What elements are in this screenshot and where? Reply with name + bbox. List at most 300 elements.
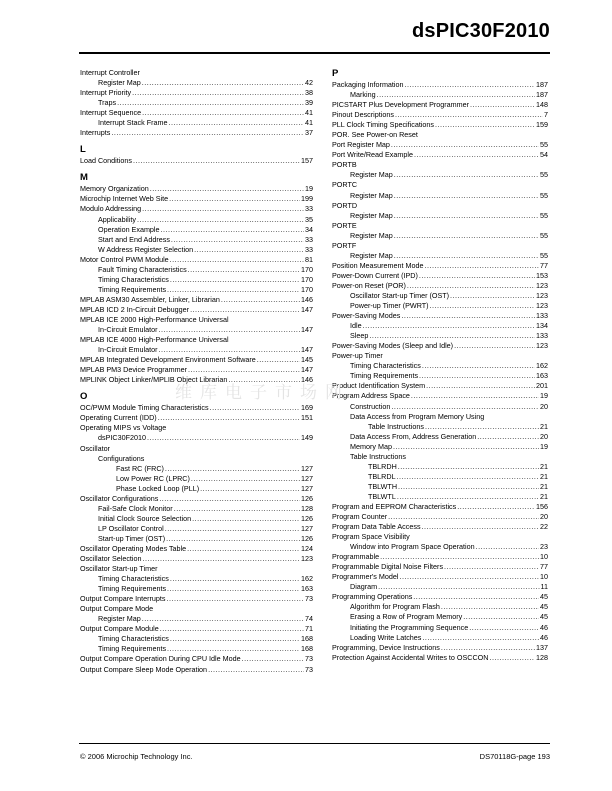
dot-leader: [441, 602, 539, 612]
index-entry-page: 162: [301, 574, 313, 584]
dot-leader: [394, 251, 539, 261]
index-entry-page: 145: [301, 355, 313, 365]
index-entry-term: TBLWTH: [368, 481, 398, 491]
index-entry-term: Programming Operations: [332, 592, 413, 602]
index-entry-term: MPLINK Object Linker/MPLIB Object Librarian: [80, 375, 228, 385]
index-entry[interactable]: [80, 235, 313, 245]
index-entry-term: PORTD: [332, 200, 358, 210]
index-entry-term: Operating Current (IDD): [80, 413, 157, 423]
dot-leader: [395, 110, 543, 120]
index-entry-term: Oscillator Configurations: [80, 493, 159, 503]
index-entry-page: 39: [305, 98, 313, 108]
index-entry-term: Oscillator: [80, 443, 110, 453]
index-entry[interactable]: [80, 594, 313, 604]
index-entry[interactable]: [80, 108, 313, 118]
index-entry-page: 22: [540, 522, 548, 532]
index-entry[interactable]: [80, 118, 313, 128]
index-entry[interactable]: [332, 572, 548, 582]
dot-leader: [159, 325, 300, 335]
dot-leader: [399, 572, 539, 582]
index-entry[interactable]: [332, 100, 548, 110]
index-entry[interactable]: [332, 512, 548, 522]
dot-leader: [391, 140, 539, 150]
dot-leader: [450, 291, 535, 301]
index-entry[interactable]: [80, 315, 313, 325]
index-entry-term: Program Space Visibility: [332, 532, 410, 542]
index-entry-page: 55: [540, 140, 548, 150]
index-entry[interactable]: [80, 156, 313, 166]
index-entry[interactable]: [80, 345, 313, 355]
index-entry-term: Data Access From, Address Generation: [350, 431, 477, 441]
index-entry-page: 46: [540, 632, 548, 642]
index-entry-term: PORTF: [332, 240, 357, 250]
index-entry-term: Interrupt Controller: [80, 68, 140, 77]
index-entry-page: 77: [540, 562, 548, 572]
index-entry-page: 34: [305, 224, 313, 234]
index-entry-term: Load Conditions: [80, 156, 132, 166]
index-entry-term: Packaging Information: [332, 80, 404, 89]
index-entry[interactable]: [332, 130, 548, 140]
index-entry-page: 134: [536, 321, 548, 331]
watermark: 维库电子市场网: [175, 383, 350, 403]
index-entry-term: Interrupt Priority: [80, 88, 132, 98]
index-entry[interactable]: [80, 614, 313, 624]
index-entry[interactable]: [332, 261, 548, 271]
dot-leader: [257, 355, 300, 365]
dot-leader: [413, 592, 539, 602]
index-entry-page: 21: [540, 481, 548, 491]
index-entry[interactable]: [80, 564, 313, 574]
dot-leader: [422, 361, 535, 371]
index-entry-page: 126: [301, 513, 313, 523]
index-entry-term: Idle: [350, 321, 362, 331]
index-entry-term: Power-Saving Modes (Sleep and Idle): [332, 341, 454, 351]
index-entry-page: 20: [540, 401, 548, 411]
dot-leader: [169, 118, 304, 128]
index-entry-term: Timing Requirements: [98, 284, 167, 294]
index-entry-term: Register Map: [98, 614, 141, 624]
index-entry-term: Power-up Timer: [332, 351, 383, 361]
dot-leader: [167, 285, 300, 295]
dot-leader: [398, 462, 539, 472]
index-entry-term: Oscillator Start-up Timer: [80, 564, 158, 574]
page-title: dsPIC30F2010: [411, 20, 550, 42]
index-entry-term: TBLRDL: [368, 471, 396, 481]
dot-leader: [170, 275, 300, 285]
index-entry-term: W Address Register Selection: [98, 244, 194, 254]
index-entry-page: 20: [540, 512, 548, 522]
index-entry-term: PORTB: [332, 160, 357, 170]
index-entry[interactable]: [332, 582, 548, 592]
index-entry[interactable]: [80, 464, 313, 474]
index-entry[interactable]: [332, 251, 548, 261]
index-entry-term: Fail-Safe Clock Monitor: [98, 503, 173, 513]
dot-leader: [378, 582, 539, 592]
index-entry[interactable]: [80, 365, 313, 375]
index-entry-page: 151: [301, 413, 313, 423]
dot-leader: [170, 574, 300, 584]
index-entry-page: 54: [540, 150, 548, 160]
index-entry[interactable]: [80, 634, 313, 644]
index-entry-page: 55: [540, 210, 548, 220]
index-entry-page: 153: [536, 270, 548, 280]
index-entry-term: MPLAB ICE 2000 High-Performance Universal: [80, 314, 229, 324]
index-entry-term: Traps: [98, 98, 117, 108]
index-entry[interactable]: [80, 444, 313, 454]
index-entry[interactable]: [80, 275, 313, 285]
index-entry[interactable]: [332, 462, 548, 472]
index-entry-page: 163: [301, 584, 313, 594]
index-entry-term: Initiating the Programming Sequence: [350, 622, 469, 632]
index-entry-term: Output Compare Module: [80, 624, 159, 634]
index-entry-term: PORTC: [332, 180, 358, 190]
index-entry-term: Fast RC (FRC): [116, 463, 164, 473]
index-entry-page: 133: [536, 331, 548, 341]
index-entry-page: 20: [540, 431, 548, 441]
index-entry-term: dsPIC30F2010: [98, 433, 146, 443]
index-entry[interactable]: [332, 221, 548, 231]
index-entry[interactable]: [80, 644, 313, 654]
index-entry-page: 149: [301, 433, 313, 443]
index-entry-page: 11: [540, 582, 548, 592]
index-entry-page: 73: [305, 654, 313, 664]
index-entry-page: 146: [301, 294, 313, 304]
index-entry[interactable]: [80, 514, 313, 524]
dot-leader: [398, 482, 539, 492]
index-entry[interactable]: [332, 643, 548, 653]
index-entry-term: Oscillator Start-up Timer (OST): [350, 290, 450, 300]
index-entry-page: 126: [301, 493, 313, 503]
index-entry[interactable]: [332, 371, 548, 381]
dot-leader: [391, 402, 539, 412]
index-entry-page: 187: [536, 80, 548, 89]
index-section-letter: P: [332, 68, 339, 79]
index-entry-page: 55: [540, 250, 548, 260]
index-entry-page: 170: [301, 284, 313, 294]
index-entry-term: Interrupt Stack Frame: [98, 118, 168, 128]
dot-leader: [407, 281, 535, 291]
index-entry-page: 55: [540, 230, 548, 240]
index-entry[interactable]: [80, 413, 313, 423]
index-entry[interactable]: [332, 472, 548, 482]
index-entry-page: 10: [540, 572, 548, 582]
index-entry-page: 10: [540, 552, 548, 562]
index-entry[interactable]: [332, 562, 548, 572]
index-entry[interactable]: [80, 494, 313, 504]
index-entry[interactable]: [332, 311, 548, 321]
index-entry[interactable]: [80, 184, 313, 194]
index-entry[interactable]: [332, 602, 548, 612]
index-entry[interactable]: [80, 215, 313, 225]
index-entry[interactable]: [80, 245, 313, 255]
index-entry[interactable]: [80, 325, 313, 335]
index-entry[interactable]: [332, 633, 548, 643]
dot-leader: [191, 474, 300, 484]
index-entry[interactable]: [332, 341, 548, 351]
index-entry[interactable]: [332, 351, 548, 361]
index-entry-term: Position Measurement Mode: [332, 260, 424, 270]
index-entry[interactable]: [332, 160, 548, 170]
dot-leader: [401, 311, 535, 321]
index-entry[interactable]: [80, 665, 313, 675]
dot-leader: [133, 156, 300, 166]
index-entry-term: Phase Locked Loop (PLL): [116, 483, 200, 493]
index-entry-page: 73: [305, 594, 313, 604]
footer-divider: [79, 743, 550, 744]
index-entry[interactable]: [332, 80, 548, 90]
index-entry[interactable]: [80, 78, 313, 88]
index-entry-page: 148: [536, 100, 548, 110]
index-entry[interactable]: [332, 432, 548, 442]
index-entry[interactable]: [80, 454, 313, 464]
index-entry[interactable]: [332, 170, 548, 180]
dot-leader: [143, 554, 300, 564]
index-entry-page: 127: [301, 483, 313, 493]
index-entry[interactable]: [332, 241, 548, 251]
index-entry-term: MPLAB PM3 Device Programmer: [80, 365, 188, 375]
index-entry[interactable]: [80, 194, 313, 204]
index-entry-page: 128: [301, 503, 313, 513]
dot-leader: [393, 442, 539, 452]
dot-leader: [411, 391, 539, 401]
dot-leader: [425, 422, 539, 432]
index-entry[interactable]: [80, 524, 313, 534]
dot-leader: [192, 514, 300, 524]
index-entry[interactable]: [332, 402, 548, 412]
index-entry-term: Timing Requirements: [98, 644, 167, 654]
index-entry[interactable]: [332, 271, 548, 281]
index-entry-term: Start and End Address: [98, 234, 170, 244]
index-entry[interactable]: [80, 554, 313, 564]
index-entry-page: 168: [301, 644, 313, 654]
index-entry[interactable]: [332, 231, 548, 241]
index-entry-term: Microchip Internet Web Site: [80, 194, 169, 204]
index-entry[interactable]: [80, 355, 313, 365]
index-entry[interactable]: [80, 403, 313, 413]
index-entry[interactable]: [80, 604, 313, 614]
dot-leader: [159, 494, 300, 504]
index-entry-term: Program Data Table Access: [332, 522, 421, 532]
index-entry-term: TBLRDH: [368, 461, 397, 471]
index-column-left: [80, 68, 313, 675]
index-entry[interactable]: [332, 653, 548, 663]
index-entry[interactable]: [80, 584, 313, 594]
dot-leader: [142, 204, 304, 214]
index-entry-term: Register Map: [350, 170, 393, 180]
dot-leader: [476, 542, 539, 552]
dot-leader: [394, 211, 539, 221]
index-entry-page: 81: [305, 254, 313, 264]
dot-leader: [167, 644, 300, 654]
index-entry[interactable]: [80, 295, 313, 305]
dot-leader: [111, 128, 304, 138]
index-entry-term: Register Map: [98, 78, 141, 88]
index-entry-term: Output Compare Operation During CPU Idle Mode: [80, 654, 241, 664]
index-entry[interactable]: [332, 120, 548, 130]
dot-leader: [394, 170, 539, 180]
dot-leader: [210, 403, 300, 413]
index-entry[interactable]: [332, 211, 548, 221]
index-entry-term: Start-up Timer (OST): [98, 533, 166, 543]
index-entry[interactable]: [332, 381, 548, 391]
index-entry-page: 133: [536, 311, 548, 321]
index-entry[interactable]: [80, 335, 313, 345]
index-entry-term: Interrupt Sequence: [80, 108, 142, 118]
index-entry-term: In-Circuit Emulator: [98, 325, 158, 335]
dot-leader: [405, 80, 535, 90]
index-entry-term: PORTE: [332, 220, 357, 230]
index-entry[interactable]: [332, 522, 548, 532]
dot-leader: [169, 194, 300, 204]
dot-leader: [441, 643, 535, 653]
index-entry-page: 33: [305, 244, 313, 254]
index-entry-term: Loading Write Latches: [350, 632, 422, 642]
index-entry-page: 201: [536, 381, 548, 391]
dot-leader: [166, 534, 300, 544]
index-entry-page: 123: [536, 280, 548, 290]
index-entry-term: OC/PWM Module Timing Characteristics: [80, 403, 209, 413]
index-entry[interactable]: [80, 504, 313, 514]
index-entry-term: Timing Characteristics: [98, 574, 169, 584]
index-entry-term: Table Instructions: [350, 451, 406, 461]
dot-leader: [477, 432, 539, 442]
dot-leader: [194, 245, 304, 255]
index-entry[interactable]: [332, 442, 548, 452]
index-entry[interactable]: [332, 412, 548, 422]
index-entry[interactable]: [332, 191, 548, 201]
dot-leader: [388, 512, 539, 522]
dot-leader: [165, 464, 300, 474]
index-entry[interactable]: [332, 180, 548, 190]
index-entry[interactable]: [332, 391, 548, 401]
index-entry-term: Configurations: [98, 453, 145, 463]
index-entry[interactable]: [80, 474, 313, 484]
index-entry-page: 38: [305, 88, 313, 98]
index-entry[interactable]: [80, 285, 313, 295]
index-entry-term: Memory Map: [350, 441, 392, 451]
index-entry-term: Port Write/Read Example: [332, 150, 413, 160]
index-entry-term: Applicability: [98, 214, 136, 224]
index-entry-page: 127: [301, 473, 313, 483]
index-entry[interactable]: [332, 452, 548, 462]
index-entry-term: Register Map: [350, 210, 393, 220]
index-entry[interactable]: [80, 423, 313, 433]
index-entry[interactable]: [332, 532, 548, 542]
index-entry[interactable]: [332, 90, 548, 100]
dot-leader: [221, 295, 300, 305]
header-divider: [79, 52, 550, 54]
dot-leader: [137, 215, 304, 225]
index-entry[interactable]: [332, 201, 548, 211]
index-entry[interactable]: [80, 305, 313, 315]
dot-leader: [188, 365, 300, 375]
index-entry[interactable]: [332, 110, 548, 120]
index-entry[interactable]: [332, 291, 548, 301]
dot-leader: [165, 524, 300, 534]
index-entry[interactable]: [332, 321, 548, 331]
index-entry[interactable]: [332, 150, 548, 160]
index-entry[interactable]: [80, 433, 313, 443]
index-entry[interactable]: [80, 204, 313, 214]
index-entry-term: Programmable: [332, 552, 380, 562]
index-entry-page: 127: [301, 523, 313, 533]
index-section-letter: L: [80, 144, 86, 156]
index-entry[interactable]: [332, 552, 548, 562]
index-entry[interactable]: [80, 225, 313, 235]
index-entry-term: Program Address Space: [332, 391, 410, 401]
index-entry-term: Diagram: [350, 582, 378, 592]
index-entry-term: Erasing a Row of Program Memory: [350, 612, 463, 622]
index-entry-term: Memory Organization: [80, 184, 149, 194]
dot-leader: [147, 433, 300, 443]
index-entry-term: Port Register Map: [332, 140, 390, 150]
index-entry-term: Product Identification System: [332, 381, 426, 391]
index-entry[interactable]: [332, 592, 548, 602]
index-entry-term: Register Map: [350, 230, 393, 240]
index-entry[interactable]: [80, 98, 313, 108]
index-entry[interactable]: [332, 612, 548, 622]
index-entry-term: Power-up Timer (PWRT): [350, 301, 429, 311]
dot-leader: [425, 261, 540, 271]
index-entry[interactable]: [80, 255, 313, 265]
index-entry[interactable]: [332, 492, 548, 502]
index-entry[interactable]: [80, 544, 313, 554]
index-entry[interactable]: [332, 422, 548, 432]
dot-leader: [208, 665, 304, 675]
index-entry[interactable]: [332, 361, 548, 371]
index-entry[interactable]: [332, 482, 548, 492]
index-entry[interactable]: [332, 331, 548, 341]
dot-leader: [419, 371, 535, 381]
index-entry[interactable]: [332, 140, 548, 150]
index-entry[interactable]: [80, 265, 313, 275]
dot-leader: [469, 623, 539, 633]
dot-leader: [188, 265, 300, 275]
index-entry[interactable]: [332, 502, 548, 512]
index-entry[interactable]: [332, 281, 548, 291]
dot-leader: [200, 484, 300, 494]
dot-leader: [171, 235, 304, 245]
index-entry[interactable]: [80, 624, 313, 634]
dot-leader: [369, 331, 535, 341]
index-entry-term: Timing Requirements: [350, 371, 419, 381]
index-entry[interactable]: [80, 534, 313, 544]
index-entry-term: Timing Characteristics: [98, 274, 169, 284]
index-entry[interactable]: [80, 654, 313, 664]
index-entry-term: Oscillator Selection: [80, 554, 142, 564]
index-entry-page: 41: [305, 118, 313, 128]
index-entry-page: 21: [540, 491, 548, 501]
index-entry[interactable]: [80, 128, 313, 138]
index-entry[interactable]: [80, 68, 313, 78]
index-entry-page: 127: [301, 463, 313, 473]
dot-leader: [170, 634, 300, 644]
index-entry[interactable]: [80, 484, 313, 494]
dot-leader: [159, 345, 300, 355]
dot-leader: [394, 231, 539, 241]
dot-leader: [489, 653, 535, 663]
dot-leader: [435, 120, 535, 130]
index-entry-page: 46: [540, 622, 548, 632]
index-entry[interactable]: [332, 301, 548, 311]
index-entry[interactable]: [332, 542, 548, 552]
index-entry-page: 7: [544, 110, 548, 120]
index-entry[interactable]: [80, 574, 313, 584]
index-entry-page: 37: [305, 128, 313, 138]
index-entry-term: Construction: [350, 401, 391, 411]
index-entry[interactable]: [80, 88, 313, 98]
index-entry[interactable]: [332, 623, 548, 633]
